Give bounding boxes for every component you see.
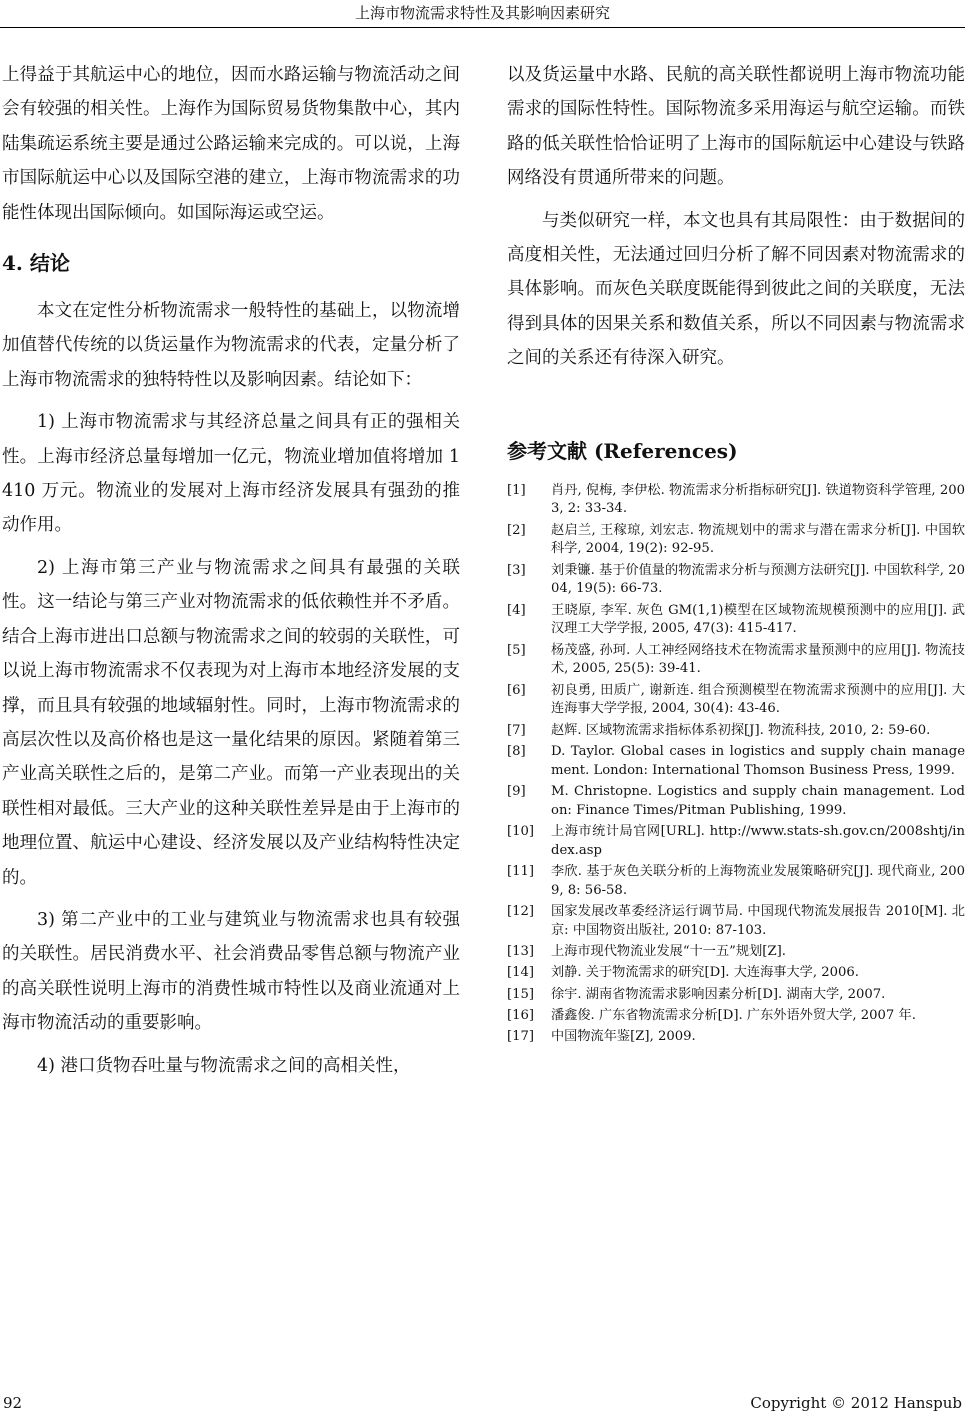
reference-number: [1] xyxy=(507,482,526,498)
reference-text: 赵启兰, 王稼琼, 刘宏志. 物流规划中的需求与潜在需求分析[J]. 中国软科学, 2004, 19(2): 92-95. xyxy=(551,522,965,557)
reference-item xyxy=(507,943,965,962)
reference-item xyxy=(507,522,965,559)
reference-item xyxy=(507,823,965,860)
intro-paragraph: 上得益于其航运中心的地位，因而水路运输与物流活动之间会有较强的相关性。上海作为国际贸易货物集散中心，其内陆集疏运系统主要是通过公路运输来完成的。可以说，上海市国际航运中心以及国际空港的建立，上海市物流需求的功能性体现出国际倾向。如国际海运或空运。 xyxy=(2,65,460,223)
copyright-notice: Copyright © 2012 Hanspub xyxy=(750,1394,962,1412)
running-header-title: 上海市物流需求特性及其影响因素研究 xyxy=(354,4,610,22)
conclusion-point-4: 4) 港口货物吞吐量与物流需求之间的高相关性， xyxy=(37,1055,411,1076)
reference-text: D. Taylor. Global cases in logistics and supply chain management. London: International Thomson Business Press, 1999. xyxy=(551,743,965,778)
reference-item xyxy=(507,903,965,940)
reference-item xyxy=(507,602,965,639)
reference-number: [2] xyxy=(507,522,526,538)
reference-item xyxy=(507,863,965,900)
reference-number: [6] xyxy=(507,682,526,698)
reference-number: [12] xyxy=(507,903,535,919)
reference-text: 刘秉镰. 基于价值量的物流需求分析与预测方法研究[J]. 中国软科学, 2004, 19(5): 66-73. xyxy=(551,562,965,597)
reference-text: 初良勇, 田质广, 谢新连. 组合预测模型在物流需求预测中的应用[J]. 大连海事大学学报, 2004, 30(4): 43-46. xyxy=(551,682,965,717)
reference-number: [15] xyxy=(507,986,535,1002)
reference-item xyxy=(507,1007,965,1026)
reference-number: [4] xyxy=(507,602,526,618)
continued-paragraph: 以及货运量中水路、民航的高关联性都说明上海市物流功能需求的国际性特性。国际物流多采用海运与航空运输。而铁路的低关联性恰恰证明了上海市的国际航运中心建设与铁路网络没有贯通所带来的问题。 xyxy=(507,65,965,189)
reference-number: [9] xyxy=(507,783,526,799)
reference-text: 徐宇. 湖南省物流需求影响因素分析[D]. 湖南大学, 2007. xyxy=(551,986,886,1002)
reference-item xyxy=(507,682,965,719)
limitations-paragraph: 与类似研究一样，本文也具有其局限性：由于数据间的高度相关性，无法通过回归分析了解不同因素对物流需求的具体影响。而灰色关联度既能得到彼此之间的关联度，无法得到具体的因果关系和数值关系，所以不同因素与物流需求之间的关系还有待深入研究。 xyxy=(507,210,965,369)
reference-number: [14] xyxy=(507,965,535,981)
reference-text: 赵辉. 区域物流需求指标体系初探[J]. 物流科技, 2010, 2: 59-60. xyxy=(551,722,931,738)
reference-text: 杨茂盛, 孙珂. 人工神经网络技术在物流需求量预测中的应用[J]. 物流技术, 2005, 25(5): 39-41. xyxy=(551,642,965,677)
reference-text: 李欣. 基于灰色关联分析的上海物流业发展策略研究[J]. 现代商业, 2009, 8: 56-58. xyxy=(551,863,965,898)
reference-item xyxy=(507,986,965,1005)
reference-text: 肖丹, 倪梅, 李伊松. 物流需求分析指标研究[J]. 铁道物资科学管理, 2003, 2: 33-34. xyxy=(551,482,965,517)
reference-item xyxy=(507,964,965,983)
section-heading-conclusion: 4. 结论 xyxy=(2,251,70,276)
reference-number: [11] xyxy=(507,863,535,879)
reference-text: 国家发展改革委经济运行调节局. 中国现代物流发展报告 2010[M]. 北京: 中国物资出版社, 2010: 87-103. xyxy=(551,903,965,938)
left-column xyxy=(2,58,460,1083)
reference-number: [13] xyxy=(507,943,535,959)
conclusion-point-2: 2) 上海市第三产业与物流需求之间具有最强的关联性。这一结论与第三产业对物流需求的低依赖性并不矛盾。结合上海市进出口总额与物流需求之间的较弱的关联性，可以说上海市物流需求不仅表现为对上海市本地经济发展的支撑，而且具有较强的地域辐射性。同时，上海市物流需求的高层次性以及高价格也是这一量化结果的原因。紧随着第三产业高关联性之后的，是第二产业。而第一产业表现出的关联性相对最低。三大产业的这种关联性差异是由于上海市的地理位置、航运中心建设、经济发展以及产业结构特性决定的。 xyxy=(2,557,460,888)
conclusion-summary-paragraph: 本文在定性分析物流需求一般特性的基础上，以物流增加值替代传统的以货运量作为物流需求的代表，定量分析了上海市物流需求的独特特性以及影响因素。结论如下： xyxy=(2,301,460,390)
reference-number: [3] xyxy=(507,562,526,578)
reference-item xyxy=(507,783,965,820)
conclusion-point-3: 3) 第二产业中的工业与建筑业与物流需求也具有较强的关联性。居民消费水平、社会消费品零售总额与物流产业的高关联性说明上海市的消费性城市特性以及商业流通对上海市物流活动的重要影响。 xyxy=(2,909,460,1034)
references-list xyxy=(507,482,965,1047)
reference-text: 王晓原, 李军. 灰色 GM(1,1)模型在区域物流规模预测中的应用[J]. 武汉理工大学学报, 2005, 47(3): 415-417. xyxy=(551,602,965,637)
reference-item xyxy=(507,722,965,741)
reference-text: 潘鑫俊. 广东省物流需求分析[D]. 广东外语外贸大学, 2007 年. xyxy=(551,1007,916,1023)
reference-item xyxy=(507,1028,965,1047)
reference-number: [10] xyxy=(507,823,535,839)
header-rule xyxy=(0,27,965,28)
reference-text: 上海市现代物流业发展“十一五”规划[Z]. xyxy=(551,943,786,959)
reference-text: M. Christopne. Logistics and supply chain management. Lodon: Finance Times/Pitman Publishing, 1999. xyxy=(551,783,965,818)
reference-item xyxy=(507,562,965,599)
reference-text: 上海市统计局官网[URL]. http://www.stats-sh.gov.cn/2008shtj/index.asp xyxy=(551,823,965,858)
reference-item xyxy=(507,642,965,679)
right-column xyxy=(507,58,965,1049)
reference-item xyxy=(507,743,965,780)
reference-number: [5] xyxy=(507,642,526,658)
references-heading: 参考文献 (References) xyxy=(507,438,738,463)
reference-number: [17] xyxy=(507,1029,535,1045)
reference-text: 刘静. 关于物流需求的研究[D]. 大连海事大学, 2006. xyxy=(551,965,859,981)
reference-number: [8] xyxy=(507,743,526,759)
reference-number: [16] xyxy=(507,1007,535,1023)
reference-item xyxy=(507,482,965,519)
reference-text: 中国物流年鉴[Z], 2009. xyxy=(551,1029,696,1045)
page-number: 92 xyxy=(3,1394,23,1412)
conclusion-point-1: 1) 上海市物流需求与其经济总量之间具有正的强相关性。上海市经济总量每增加一亿元，物流业增加值将增加 1410 万元。物流业的发展对上海市经济发展具有强劲的推动作用。 xyxy=(2,412,460,536)
reference-number: [7] xyxy=(507,722,526,738)
